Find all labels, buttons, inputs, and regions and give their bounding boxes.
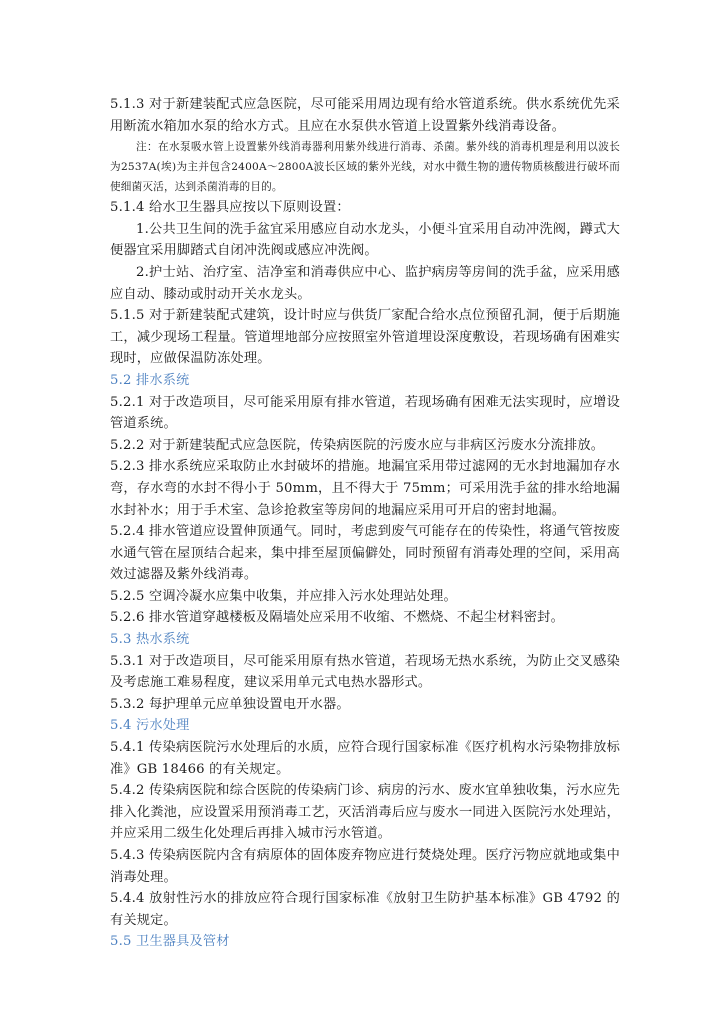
para-5-4-1: 5.4.1 传染病医院污水处理后的水质，应符合现行国家标准《医疗机构水污染物排放标准》GB 18466 的有关规定。 [110,740,620,777]
para-5-4-4: 5.4.4 放射性污水的排放应符合现行国家标准《放射卫生防护基本标准》GB 4792 的有关规定。 [110,891,620,928]
para-5-1-5: 5.1.5 对于新建装配式建筑，设计时应与供货厂家配合给水点位预留孔洞，便于后期施工，减少现场工程量。管道埋地部分应按照室外管道埋设深度敷设，若现场确有困难实现时，应做保温防冻处理。 [110,308,620,367]
para-5-3-1: 5.3.1 对于改造项目，尽可能采用原有热水管道，若现场无热水系统，为防止交叉感染及考虑施工难易程度，建议采用单元式电热水器形式。 [110,653,620,691]
section-heading-5-5: 5.5 卫生器具及管材 [110,934,230,950]
para-5-4-2: 5.4.2 传染病医院和综合医院的传染病门诊、病房的污水、废水宜单独收集，污水应先排入化粪池，应设置采用预消毒工艺，灭活消毒后应与废水一同进入医院污水处理站，并应采用二级生化处理后再排入城市污水管道。 [110,783,620,842]
para-5-2-4: 5.2.4 排水管道应设置伸顶通气。同时，考虑到废气可能存在的传染性，将通气管按废水通气管在屋顶结合起来，集中排至屋顶偏僻处，同时预留有消毒处理的空间，采用高效过滤器及紫外线消毒。 [110,524,620,583]
para-5-4-3: 5.4.3 传染病医院内含有病原体的固体废弃物应进行焚烧处理。医疗污物应就地或集中消毒处理。 [110,848,620,885]
section-heading-5-2: 5.2 排水系统 [110,372,190,388]
para-5-1-4: 5.1.4 给水卫生器具应按以下原则设置： [110,200,350,216]
para-5-2-5: 5.2.5 空调冷凝水应集中收集，并应排入污水处理站处理。 [110,588,457,604]
para-5-2-3: 5.2.3 排水系统应采取防止水封破坏的措施。地漏宜采用带过滤网的无水封地漏加存水弯，存水弯的水封不得小于 50mm，且不得大于 75mm；可采用洗手盆的排水给地漏水封补水；用于手术室、急诊抢救室等房间的地漏应采用可开启的密封地漏。 [110,459,620,518]
list-item-2: 2.护士站、治疗室、洁净室和消毒供应中心、监护病房等房间的洗手盆，应采用感应自动、膝动或肘动开关水龙头。 [110,264,620,302]
para-5-3-2: 5.3.2 每护理单元应单独设置电开水器。 [110,696,350,712]
list-item-1: 1.公共卫生间的洗手盆宜采用感应自动水龙头，小便斗宜采用自动冲洗阀，蹲式大便器宜采用脚踏式自闭冲洗阀或感应冲洗阀。 [110,221,620,259]
section-heading-5-4: 5.4 污水处理 [110,718,190,734]
document-body [110,94,620,953]
note-uv-disinfection: 注：在水泵吸水管上设置紫外线消毒器利用紫外线进行消毒、杀菌。紫外线的消毒机理是利用以波长为2537A(埃)为主并包含2400A～2800A波长区域的紫外光线，对水中微生物的遗传物质核酸进行破坏而使细菌灭活，达到杀菌消毒的目的。 [110,141,620,194]
para-5-1-3: 5.1.3 对于新建装配式应急医院，尽可能采用周边现有给水管道系统。供水系统优先采用断流水箱加水泵的给水方式。且应在水泵供水管道上设置紫外线消毒设备。 [110,97,620,134]
section-heading-5-3: 5.3 热水系统 [110,632,190,648]
para-5-2-2: 5.2.2 对于新建装配式应急医院，传染病医院的污废水应与非病区污废水分流排放。 [110,437,605,453]
para-5-2-6: 5.2.6 排水管道穿越楼板及隔墙处应采用不收缩、不燃烧、不起尘材料密封。 [110,610,564,626]
para-5-2-1: 5.2.1 对于改造项目，尽可能采用原有排水管道，若现场确有困难无法实现时，应增设管道系统。 [110,394,620,432]
